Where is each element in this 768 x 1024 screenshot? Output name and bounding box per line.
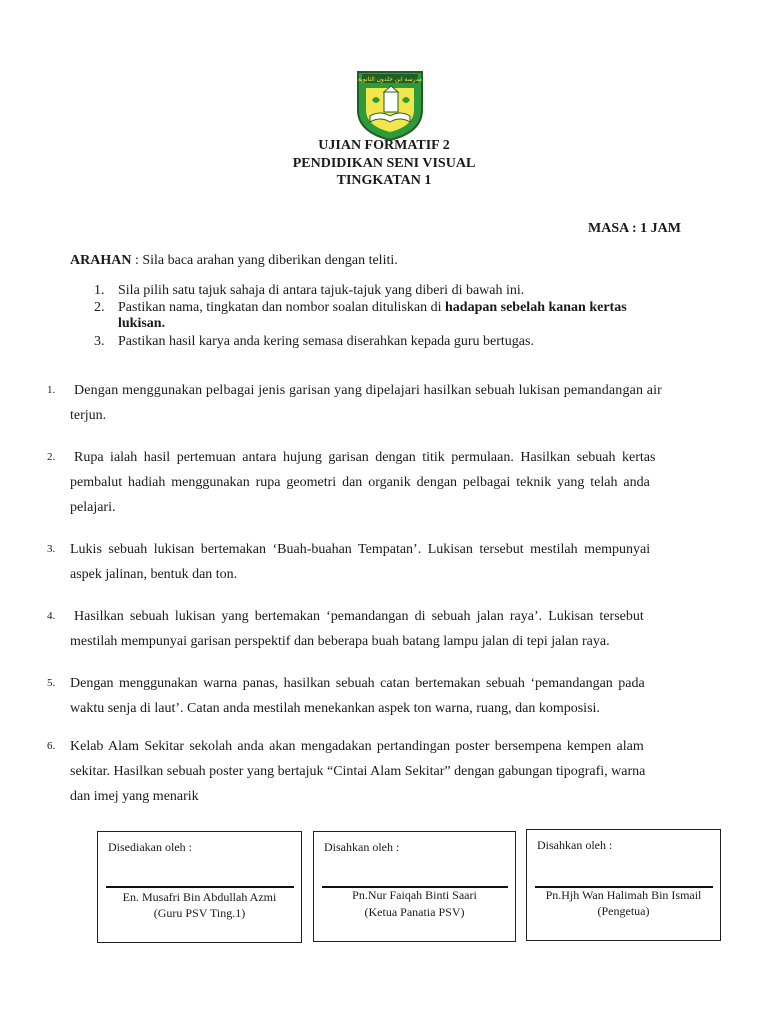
instruction-item: 1. Sila pilih satu tajuk sahaja di antara tajuk-tajuk yang diberi di bawah ini. bbox=[94, 283, 525, 298]
question-2: Rupa ialah hasil pertemuan antara hujung garisan dengan titik permulaan. Hasilkan sebuah kertas pembalut hadiah menggunakan rupa geometri dan organik dengan pelbagai teknik yang telah anda pelajari. bbox=[70, 450, 656, 515]
duration: MASA : 1 JAM bbox=[588, 221, 681, 236]
signatory-role: (Pengetua) bbox=[597, 904, 650, 918]
question-number: 4. bbox=[47, 610, 56, 622]
school-crest-logo bbox=[356, 70, 424, 142]
question-4: Hasilkan sebuah lukisan yang bertemakan ‘pemandangan di sebuah jalan raya’. Lukisan tersebut mestilah mempunyai garisan perspektif dan beberapa buah batang lampu jalan di tepi jalan raya. bbox=[70, 609, 644, 649]
question-6: Kelab Alam Sekitar sekolah anda akan mengadakan pertandingan poster bersempena kempen alam sekitar. Hasilkan sebuah poster yang bertajuk “Cintai Alam Sekitar” dengan gabungan tipografi, warna dan imej yang menarik bbox=[70, 739, 646, 804]
question-number: 1. bbox=[47, 384, 56, 396]
signatory-name: Pn.Hjh Wan Halimah Bin Ismail bbox=[545, 888, 702, 902]
question-number: 3. bbox=[47, 543, 56, 555]
exam-title: UJIAN FORMATIF 2 bbox=[318, 138, 450, 153]
instruction-item: 2. Pastikan nama, tingkatan dan nombor soalan dituliskan di hadapan sebelah kanan kertas bbox=[94, 300, 627, 315]
signature-label: Disediakan oleh : bbox=[108, 840, 192, 854]
signature-label: Disahkan oleh : bbox=[537, 838, 613, 852]
instructions-text: : Sila baca arahan yang diberikan dengan teliti. bbox=[131, 253, 398, 268]
signatory-name: En. Musafri Bin Abdullah Azmi bbox=[122, 890, 277, 904]
question-number: 6. bbox=[47, 740, 56, 752]
question-number: 2. bbox=[47, 451, 56, 463]
instruction-item-continued: lukisan. bbox=[118, 316, 166, 331]
signature-label: Disahkan oleh : bbox=[324, 840, 400, 854]
instructions-heading bbox=[70, 253, 398, 269]
instruction-item: 3. Pastikan hasil karya anda kering semasa diserahkan kepada guru bertugas. bbox=[94, 334, 534, 349]
instructions-label: ARAHAN bbox=[70, 253, 132, 268]
question-1: Dengan menggunakan pelbagai jenis garisan yang dipelajari hasilkan sebuah lukisan pemandangan air terjun. bbox=[70, 383, 662, 423]
form-level: TINGKATAN 1 bbox=[336, 173, 432, 188]
question-number: 5. bbox=[47, 677, 56, 689]
signature-box-prepared bbox=[97, 831, 302, 943]
subject-title: PENDIDIKAN SENI VISUAL bbox=[292, 156, 476, 171]
signatory-role: (Ketua Panatia PSV) bbox=[364, 905, 465, 919]
signature-box-verified-principal bbox=[526, 829, 721, 941]
question-3: Lukis sebuah lukisan bertemakan ‘Buah-buahan Tempatan’. Lukisan tersebut mestilah mempunyai aspek jalinan, bentuk dan ton. bbox=[70, 542, 651, 582]
crest-banner-text: مدرسة ابن خلدون الثانوية bbox=[357, 76, 423, 83]
signature-line bbox=[106, 886, 294, 888]
signature-box-verified-head bbox=[313, 831, 516, 942]
question-5: Dengan menggunakan warna panas, hasilkan sebuah catan bertemakan sebuah ‘pemandangan pada waktu senja di laut’. Catan anda mestilah menekankan aspek ton warna, ruang, dan komposisi. bbox=[70, 676, 645, 716]
signatory-role: (Guru PSV Ting.1) bbox=[153, 906, 246, 920]
signatory-name: Pn.Nur Faiqah Binti Saari bbox=[352, 888, 477, 902]
